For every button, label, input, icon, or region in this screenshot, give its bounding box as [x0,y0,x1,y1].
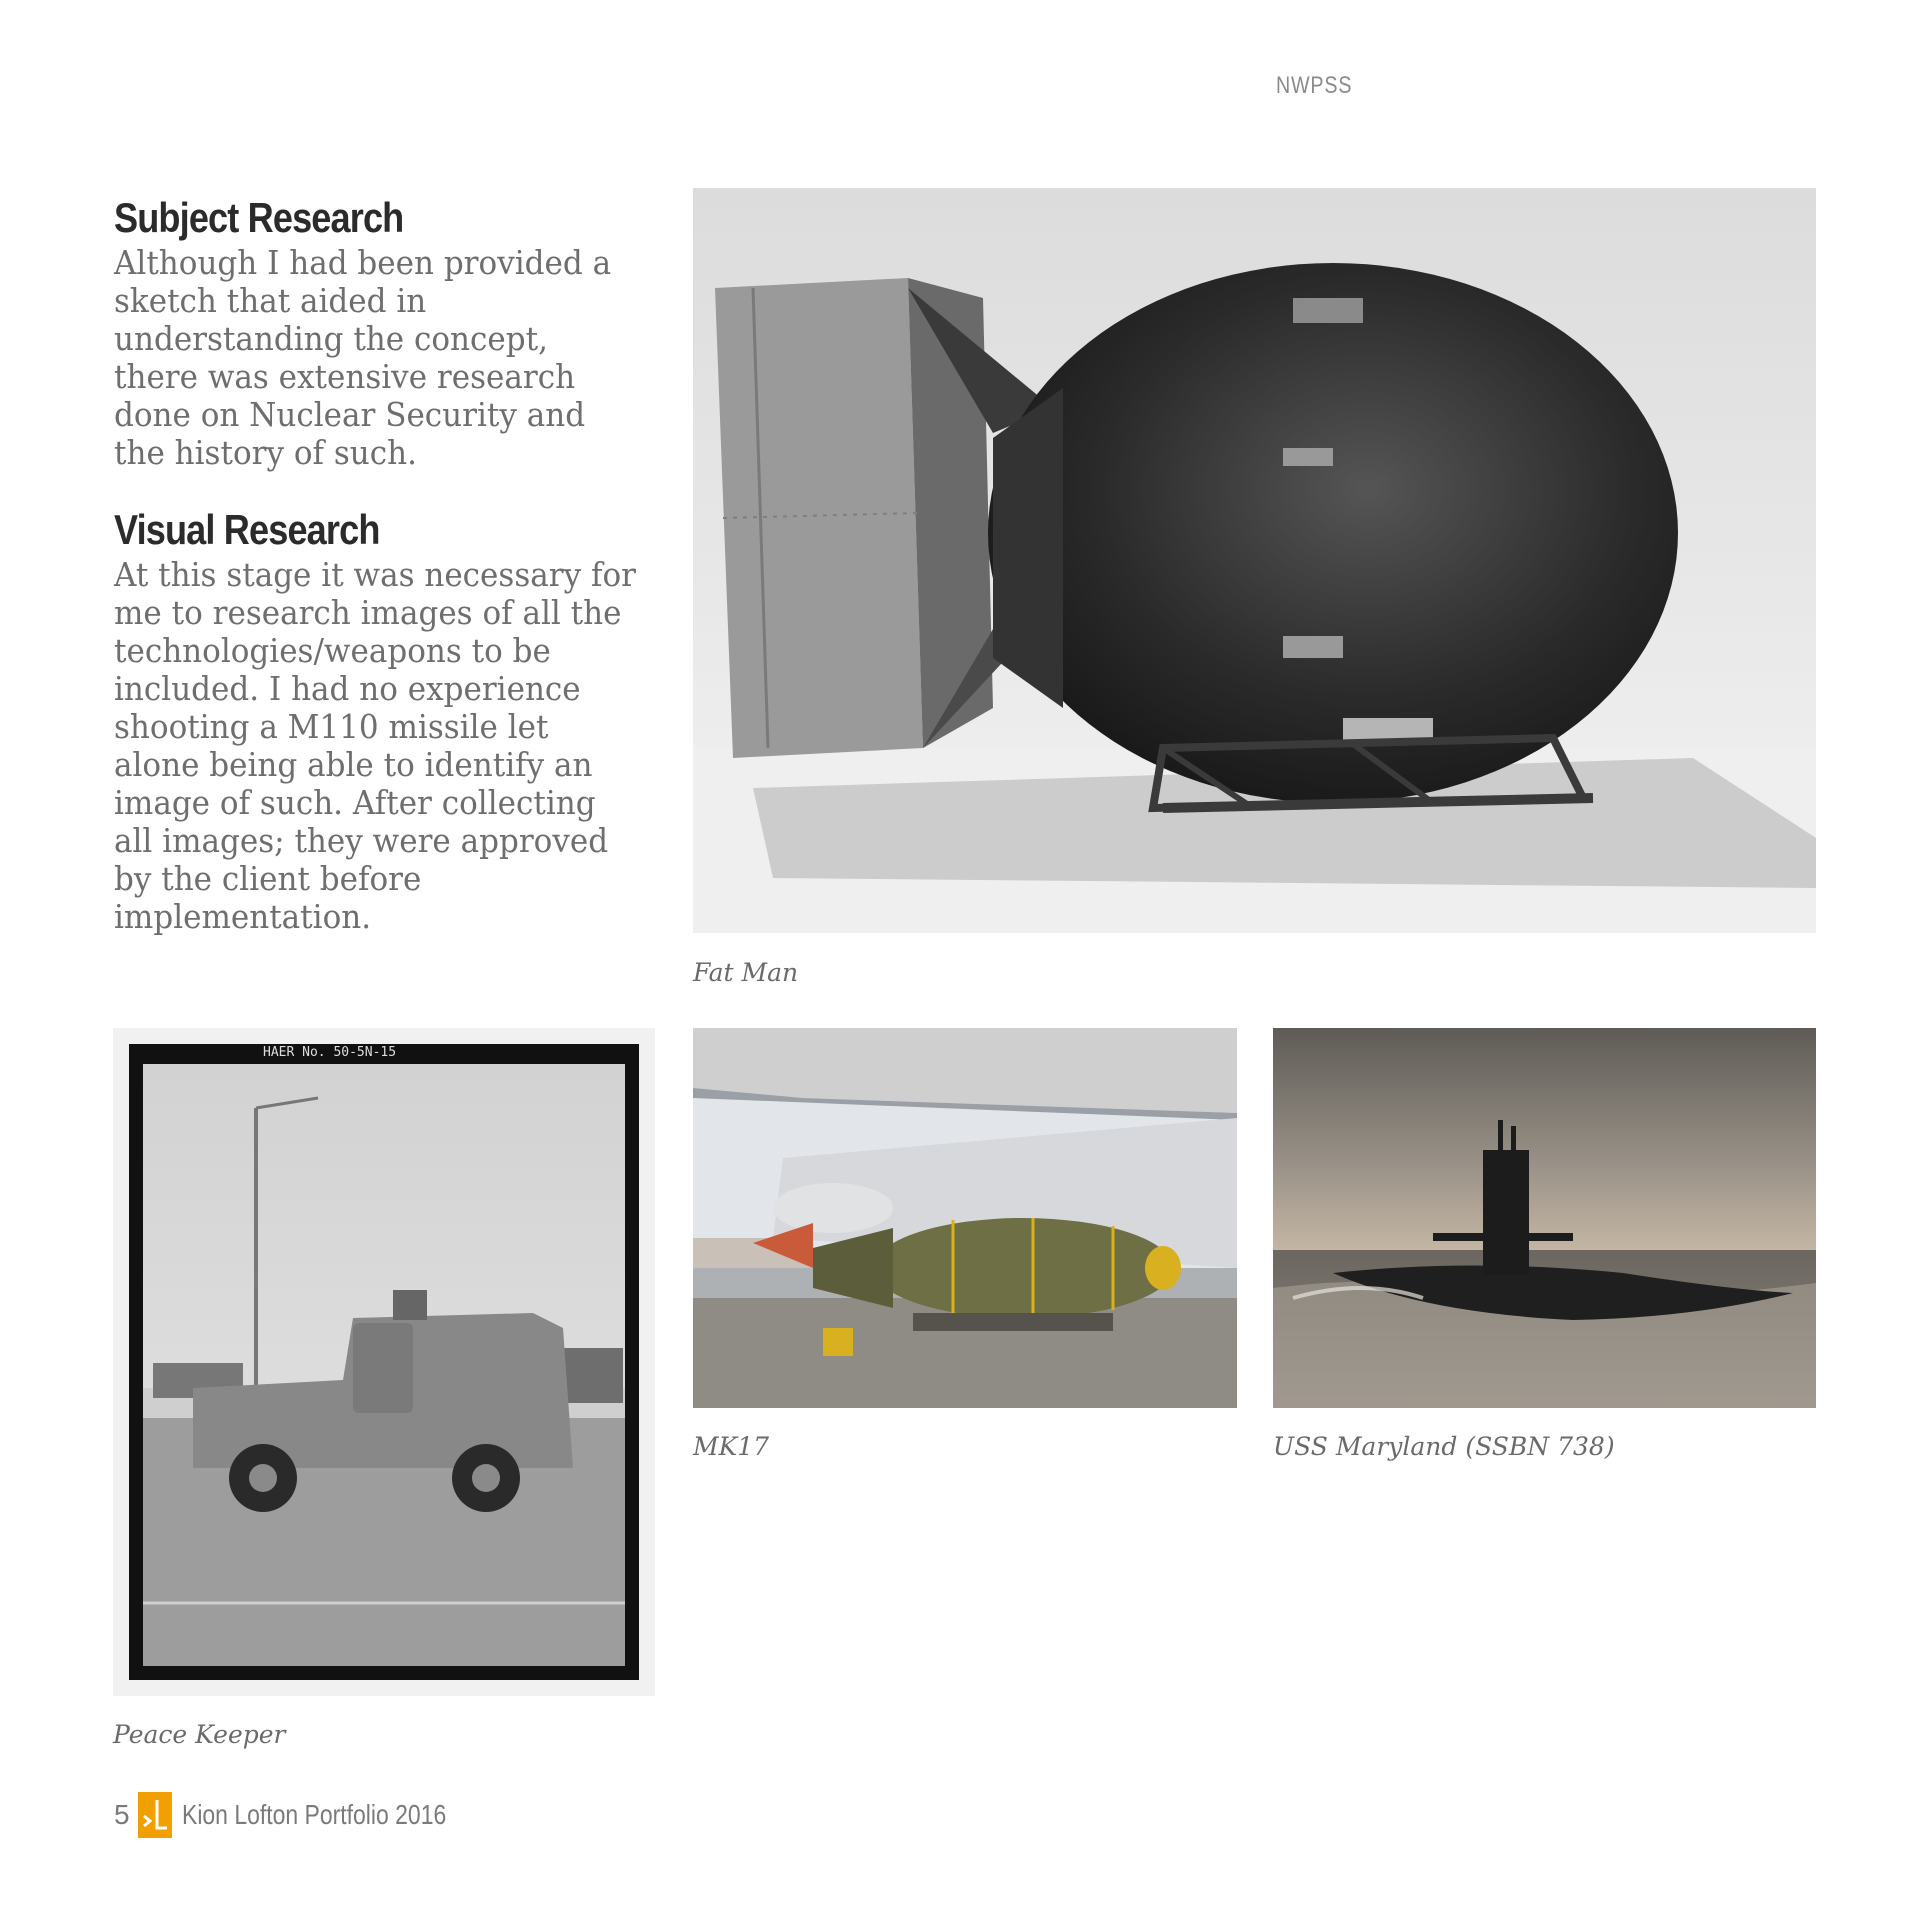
footer [114,1792,504,1838]
peace-keeper-photo [113,1028,655,1696]
mk17-photo [693,1028,1237,1408]
caption-fat-man: Fat Man [693,958,799,987]
uss-maryland-photo [1273,1028,1816,1408]
footer-title: Kion Lofton Portfolio 2016 [181,1799,446,1830]
page-number: 5 [114,1799,130,1830]
heading-subject-research: Subject Research [114,194,404,241]
kl-monogram-icon [138,1792,172,1838]
caption-peace-keeper: Peace Keeper [113,1720,286,1749]
fat-man-photo [693,188,1816,933]
caption-uss-maryland: USS Maryland (SSBN 738) [1273,1432,1615,1461]
paragraph-visual-research: At this stage it was necessary for me to research images of all the technologies/weapons to be included. I had no experience shooting a M110 missile let alone being able to identify an image of such. After collecting all images; they were approved by the client before implementation. [114,555,636,936]
section-label: NWPSS [1276,72,1353,99]
heading-visual-research: Visual Research [114,506,380,553]
paragraph-subject-research: Although I had been provided a sketch that aided in understanding the concept, there was extensive research done on Nuclear Security and the history of such. [114,243,612,472]
caption-mk17: MK17 [693,1432,770,1461]
negative-stamp: HAER No. 50-5N-15 [263,1045,397,1060]
